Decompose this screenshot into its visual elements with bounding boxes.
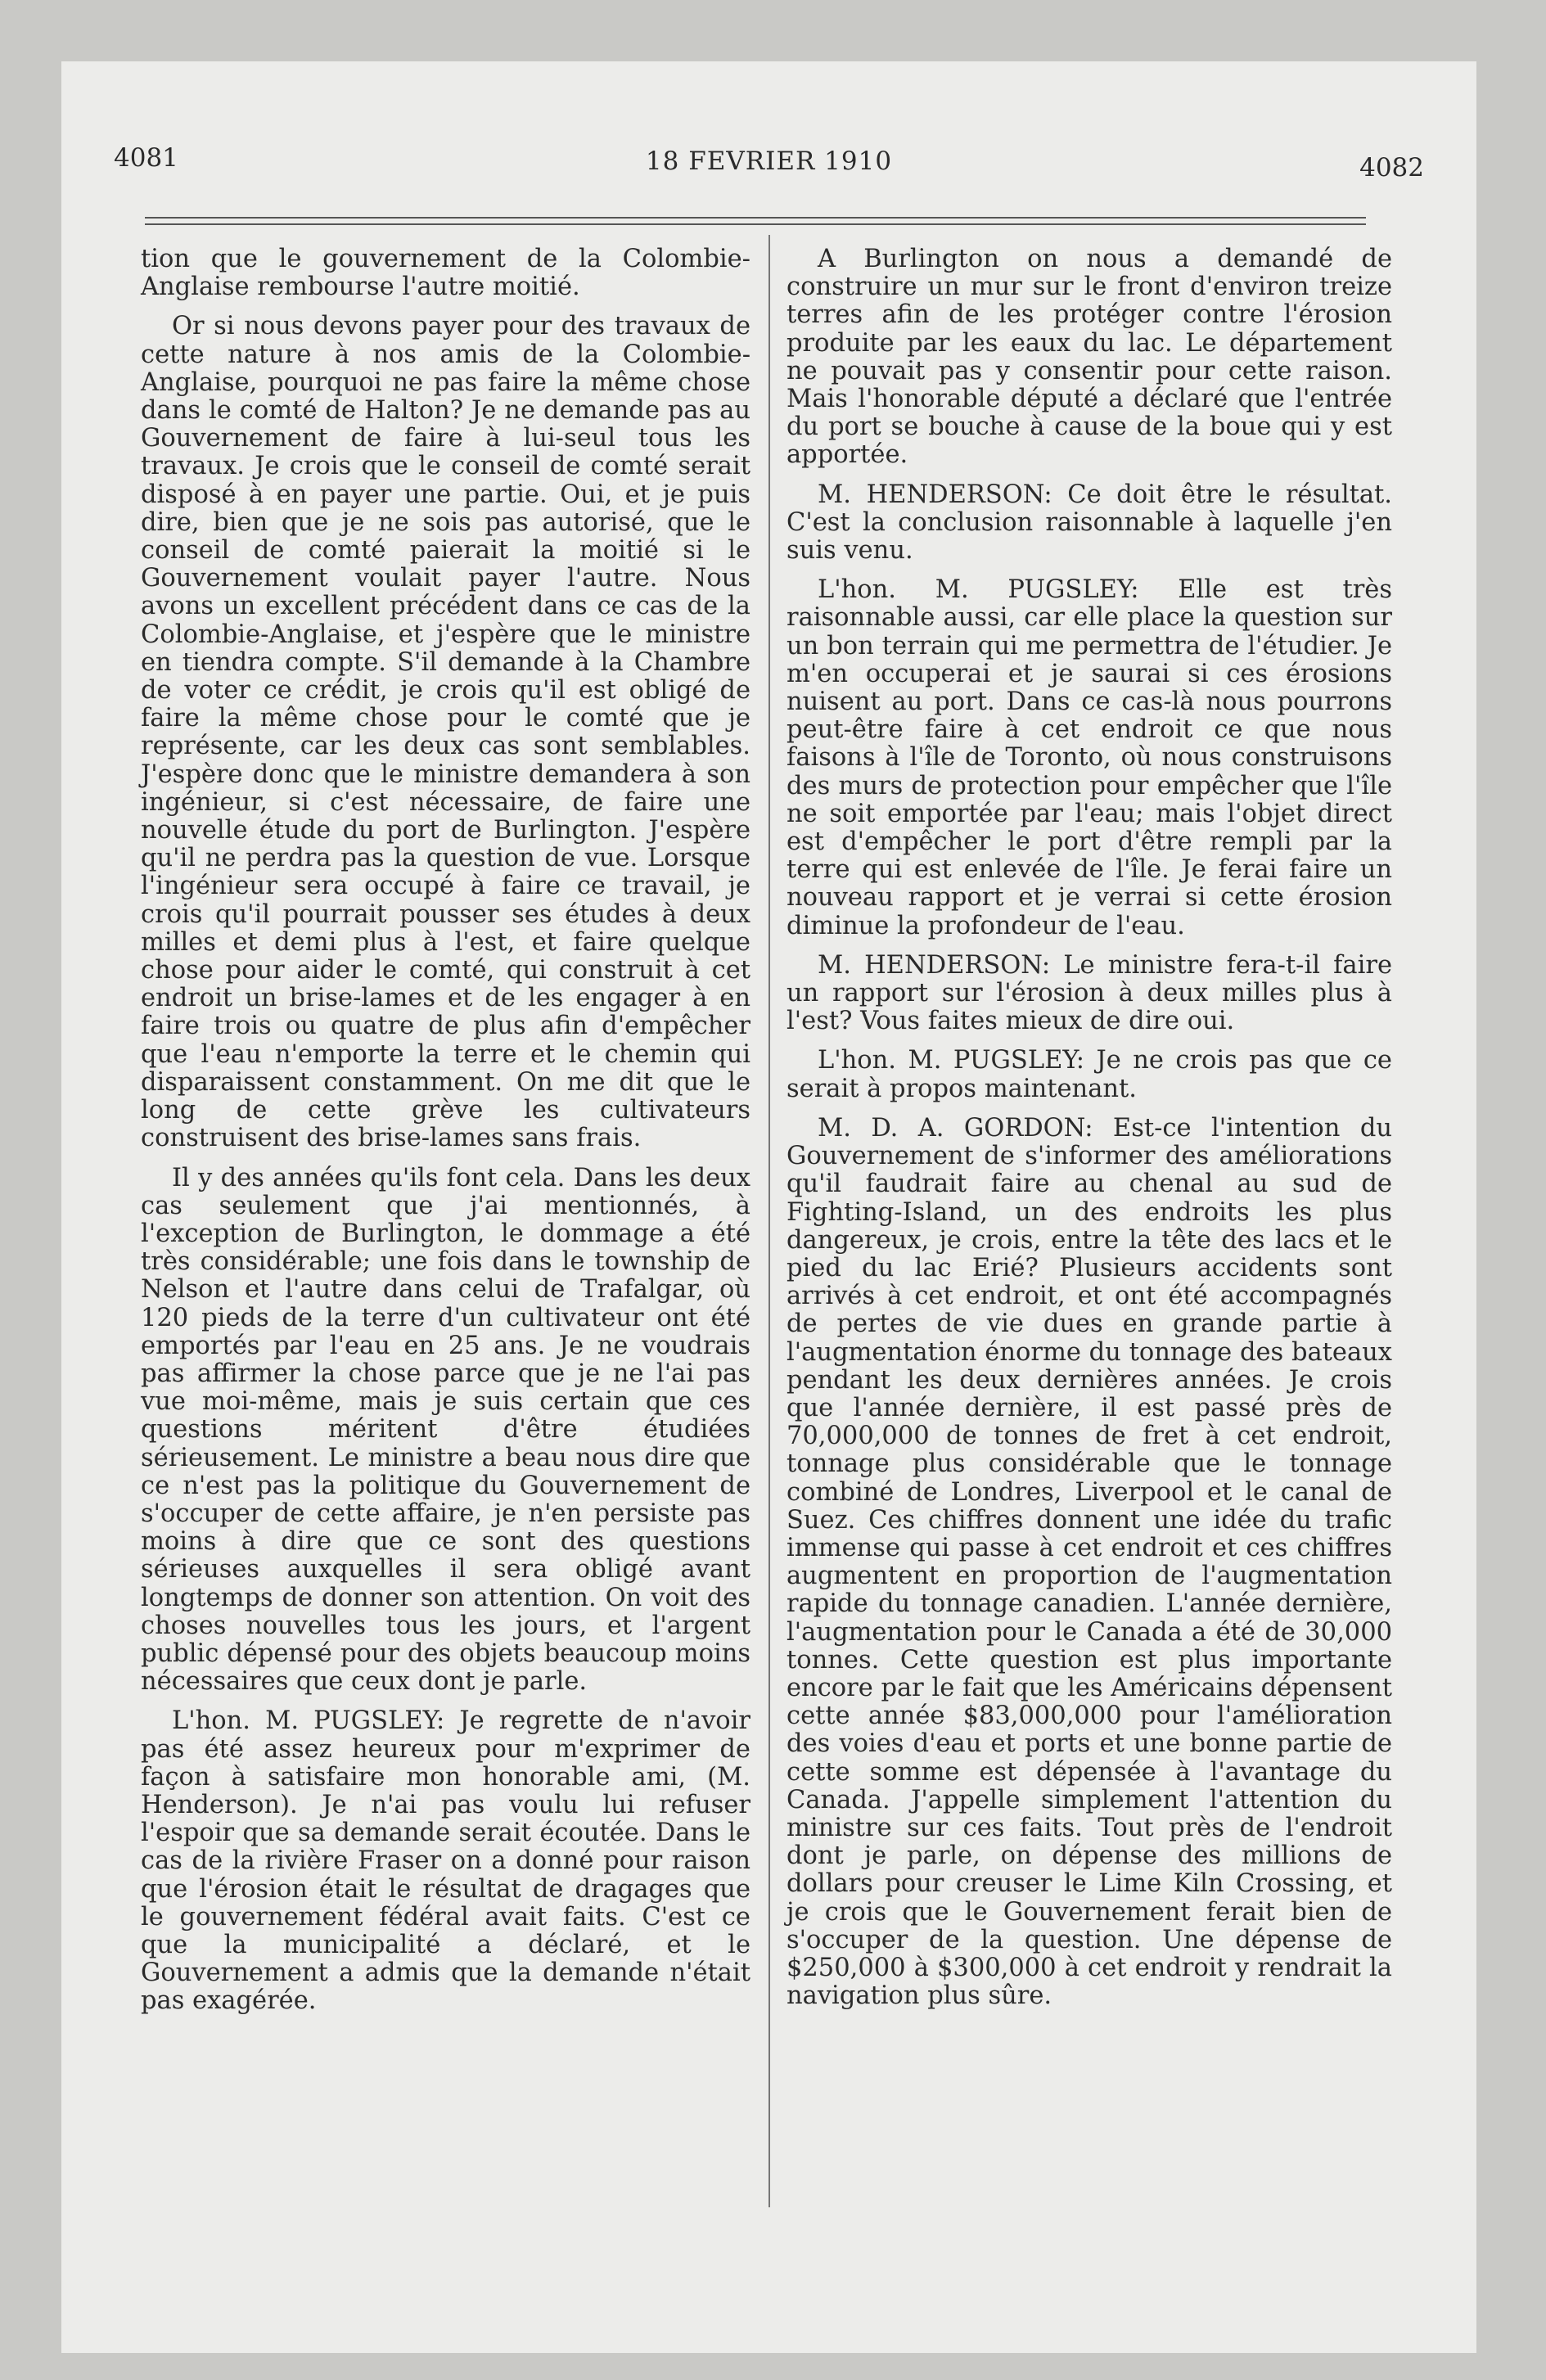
page-date: 18 FEVRIER 1910	[645, 146, 893, 176]
page-number-left: 4081	[114, 143, 178, 173]
paragraph: L'hon. M. PUGSLEY: Elle est très raisonnable aussi, car elle place la question sur un bon terrain qui me permettra de l'étudier. Je m'en occuperai et je saurai si ces érosions nuisent au port. Dans ce cas-là nous pourrons peut-être faire à cet endroit ce que nous faisons à l'île de Toronto, où nous construisons des murs de protection pour empêcher que l'île ne soit emportée par l'eau; mais l'objet direct est d'empêcher le port d'être rempli par la terre qui est enlevée de l'île. Je ferai faire un nouveau rapport et je verrai si cette érosion diminue la profondeur de l'eau.	[787, 575, 1392, 940]
header-rule	[145, 217, 1366, 225]
paragraph: tion que le gouvernement de la Colombie-Anglaise rembourse l'autre moitié.	[141, 245, 750, 302]
paragraph: M. HENDERSON: Ce doit être le résultat. C'est la conclusion raisonnable à laquelle j'en suis venu.	[787, 480, 1392, 566]
paragraph: Il y des années qu'ils font cela. Dans les deux cas seulement que j'ai mentionnés, à l'exception de Burlington, le dommage a été très considérable; une fois dans le township de Nelson et l'autre dans celui de Trafalgar, où 120 pieds de la terre d'un cultivateur ont été emportés par l'eau en 25 ans. Je ne voudrais pas affirmer la chose parce que je ne l'ai pas vue moi-même, mais je suis certain que ces questions méritent d'être étudiées sérieusement. Le ministre a beau nous dire que ce n'est pas la politique du Gouvernement de s'occuper de cette affaire, je n'en persiste pas moins à dire que ce sont des questions sérieuses auxquelles il sera obligé avant longtemps de donner son attention. On voit des choses nouvelles tous les jours, et l'argent public dépensé pour des objets beaucoup moins nécessaires que ceux dont je parle.	[141, 1163, 750, 1697]
column-divider	[768, 235, 770, 2207]
paragraph: L'hon. M. PUGSLEY: Je regrette de n'avoir pas été assez heureux pour m'exprimer de façon à satisfaire mon honorable ami, (M. Henderson). Je n'ai pas voulu lui refuser l'espoir que sa demande serait écoutée. Dans le cas de la rivière Fraser on a donné pour raison que l'érosion était le résultat de dragages que le gouvernement fédéral avait faits. C'est ce que la municipalité a déclaré, et le Gouvernement a admis que la demande n'était pas exagérée.	[141, 1706, 750, 2016]
page-number-right: 4082	[1359, 153, 1424, 183]
paragraph: L'hon. M. PUGSLEY: Je ne crois pas que ce serait à propos maintenant.	[787, 1046, 1392, 1103]
page-header	[61, 61, 1476, 225]
paragraph: Or si nous devons payer pour des travaux de cette nature à nos amis de la Colombie-Anglaise, pourquoi ne pas faire la même chose dans le comté de Halton? Je ne demande pas au Gouvernement de faire à lui-seul tous les travaux. Je crois que le conseil de comté serait disposé à en payer une partie. Oui, et je puis dire, bien que je ne sois pas autorisé, que le conseil de comté paierait la moitié si le Gouvernement voulait payer l'autre. Nous avons un excellent précédent dans ce cas de la Colombie-Anglaise, et j'espère que le ministre en tiendra compte. S'il demande à la Chambre de voter ce crédit, je crois qu'il est obligé de faire la même chose pour le comté que je représente, car les deux cas sont semblables. J'espère donc que le ministre demandera à son ingénieur, si c'est nécessaire, de faire une nouvelle étude du port de Burlington. J'espère qu'il ne perdra pas la question de vue. Lorsque l'ingénieur sera occupé à faire ce travail, je crois qu'il pourrait pousser ses études à deux milles et demi plus à l'est, et faire quelque chose pour aider le comté, qui construit à cet endroit un brise-lames et de les engager à en faire trois ou quatre de plus afin d'empêcher que l'eau n'emporte la terre et le chemin qui disparaissent constamment. On me dit que le long de cette grève les cultivateurs construisent des brise-lames sans frais.	[141, 312, 750, 1153]
right-column	[787, 246, 1392, 2022]
document-page	[61, 61, 1476, 2353]
left-column	[141, 246, 750, 2027]
paragraph: M. D. A. GORDON: Est-ce l'intention du Gouvernement de s'informer des améliorations qu'il faudrait faire au chenal au sud de Fighting-Island, un des endroits les plus dangereux, je crois, entre la tête des lacs et le pied du lac Erié? Plusieurs accidents sont arrivés à cet endroit, et ont été accompagnés de pertes de vie dues en grande partie à l'augmentation énorme du tonnage des bateaux pendant les deux dernières années. Je crois que l'année dernière, il est passé près de 70,000,000 de tonnes de fret à cet endroit, tonnage plus considérable que le tonnage combiné de Londres, Liverpool et le canal de Suez. Ces chiffres donnent une idée du trafic immense qui passe à cet endroit et ces chiffres augmentent en proportion de l'augmentation rapide du tonnage canadien. L'année dernière, l'augmentation pour le Canada a été de 30,000 tonnes. Cette question est plus importante encore par le fait que les Américains dépensent cette année $83,000,000 pour l'amélioration des voies d'eau et ports et une bonne partie de cette somme est dépensée à l'avantage du Canada. J'appelle simplement l'attention du ministre sur ces faits. Tout près de l'endroit dont je parle, on dépense des millions de dollars pour creuser le Lime Kiln Crossing, et je crois que le Gouvernement ferait bien de s'occuper de la question. Une dépense de $250,000 à $300,000 à cet endroit y rendrait la navigation plus sûre.	[787, 1113, 1392, 2011]
paragraph: M. HENDERSON: Le ministre fera-t-il faire un rapport sur l'érosion à deux milles plus à l'est? Vous faites mieux de dire oui.	[787, 950, 1392, 1036]
paragraph: A Burlington on nous a demandé de construire un mur sur le front d'environ treize terres afin de les protéger contre l'érosion produite par les eaux du lac. Le département ne pouvait pas y consentir pour cette raison. Mais l'honorable député a déclaré que l'entrée du port se bouche à cause de la boue qui y est apportée.	[787, 245, 1392, 470]
